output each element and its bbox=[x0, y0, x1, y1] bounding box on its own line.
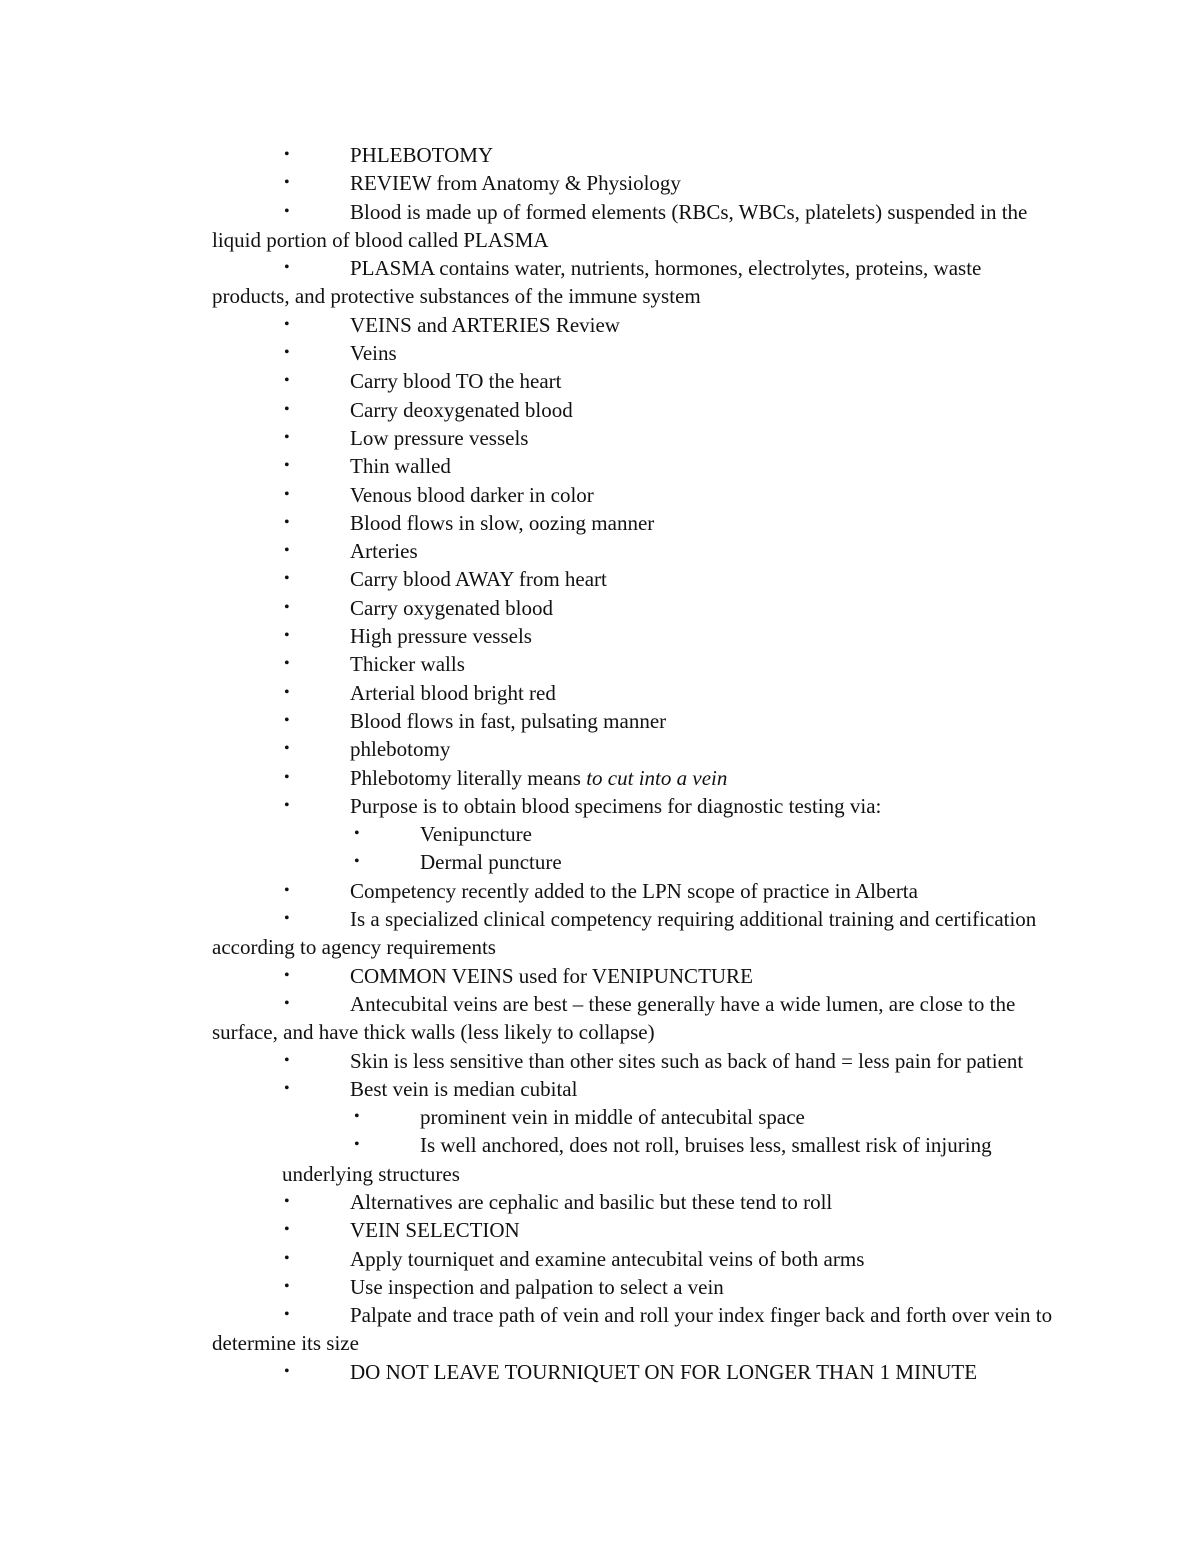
bullet-marker: • bbox=[284, 146, 290, 163]
bullet-marker: • bbox=[284, 598, 290, 616]
list-item bbox=[212, 339, 1062, 367]
list-item bbox=[212, 481, 1062, 509]
item-text: Use inspection and palpation to select a vein bbox=[350, 1274, 724, 1299]
item-text: Dermal puncture bbox=[420, 850, 562, 875]
item-text: Is a specialized clinical competency requiring additional training and certification according to agency requirements bbox=[212, 907, 1037, 960]
item-text: Venipuncture bbox=[420, 822, 532, 847]
list-item bbox=[212, 792, 1062, 820]
item-text: Carry blood AWAY from heart bbox=[350, 567, 607, 592]
list-item bbox=[212, 905, 1062, 962]
list-item bbox=[212, 1273, 1062, 1301]
item-text: REVIEW from Anatomy & Physiology bbox=[350, 171, 681, 196]
list-item bbox=[212, 254, 1062, 311]
item-text: Thin walled bbox=[350, 454, 451, 479]
bullet-marker: • bbox=[284, 627, 290, 645]
sub-list-item bbox=[212, 1103, 1062, 1131]
bullet-marker: • bbox=[284, 1362, 290, 1380]
bullet-marker: • bbox=[284, 570, 290, 588]
item-text: PHLEBOTOMY bbox=[350, 143, 494, 167]
list-item bbox=[212, 735, 1062, 763]
bullet-marker: • bbox=[284, 768, 290, 786]
item-text: Arterial blood bright red bbox=[350, 680, 556, 705]
list-item bbox=[212, 367, 1062, 395]
item-text: Phlebotomy literally means bbox=[350, 765, 587, 790]
list-item bbox=[212, 1301, 1062, 1358]
item-text: prominent vein in middle of antecubital space bbox=[420, 1105, 805, 1130]
bullet-marker: • bbox=[284, 259, 290, 277]
item-text: Blood is made up of formed elements (RBCs, WBCs, platelets) suspended in the liquid portion of blood called PLASMA bbox=[212, 199, 1028, 252]
bullet-marker: • bbox=[284, 202, 290, 220]
list-item bbox=[212, 537, 1062, 565]
list-item bbox=[212, 169, 1062, 197]
list-item bbox=[212, 141, 1062, 169]
item-text: COMMON VEINS used for VENIPUNCTURE bbox=[350, 963, 753, 988]
bullet-marker: • bbox=[284, 711, 290, 729]
item-text: Antecubital veins are best – these generally have a wide lumen, are close to the surface, and have thick walls (less likely to collapse) bbox=[212, 991, 1016, 1045]
item-text: Thicker walls bbox=[350, 652, 465, 677]
list-item bbox=[212, 198, 1062, 255]
list-item bbox=[212, 1075, 1062, 1103]
item-text: Arteries bbox=[350, 539, 418, 564]
bullet-marker: • bbox=[284, 1306, 290, 1324]
item-emphasis: to cut into a vein bbox=[586, 765, 728, 790]
list-item bbox=[212, 424, 1062, 452]
bullet-marker: • bbox=[284, 910, 290, 928]
bullet-marker: • bbox=[284, 344, 290, 362]
list-item bbox=[212, 565, 1062, 593]
list-item bbox=[212, 650, 1062, 678]
item-text: PLASMA contains water, nutrients, hormones, electrolytes, proteins, waste products, and protective substances of the immune system bbox=[212, 256, 982, 309]
list-item bbox=[212, 622, 1062, 650]
item-text: Low pressure vessels bbox=[350, 425, 529, 450]
sub-list-item bbox=[212, 848, 1062, 876]
item-text: Is well anchored, does not roll, bruises less, smallest risk of injuring underlying structures bbox=[282, 1133, 992, 1186]
list-item bbox=[212, 990, 1062, 1047]
bullet-marker: • bbox=[284, 881, 290, 899]
item-text: Blood flows in slow, oozing manner bbox=[350, 510, 655, 535]
item-text: Carry deoxygenated blood bbox=[350, 397, 573, 422]
bullet-marker: • bbox=[284, 655, 290, 673]
bullet-marker: • bbox=[284, 1192, 290, 1210]
item-text: Skin is less sensitive than other sites such as back of hand = less pain for patient bbox=[350, 1048, 1024, 1073]
list-item bbox=[212, 509, 1062, 537]
item-text: Alternatives are cephalic and basilic but these tend to roll bbox=[350, 1189, 833, 1214]
bullet-marker: • bbox=[284, 174, 290, 192]
bullet-marker: • bbox=[354, 1136, 360, 1154]
bullet-marker: • bbox=[284, 372, 290, 390]
item-text: Purpose is to obtain blood specimens for diagnostic testing via: bbox=[350, 793, 882, 818]
item-text: Palpate and trace path of vein and roll your index finger back and forth over vein to determine its size bbox=[212, 1303, 1053, 1356]
bullet-marker: • bbox=[284, 400, 290, 418]
item-text: Carry blood TO the heart bbox=[350, 369, 562, 394]
item-text: Best vein is median cubital bbox=[350, 1076, 578, 1101]
bullet-marker: • bbox=[284, 457, 290, 475]
item-text: Apply tourniquet and examine antecubital veins of both arms bbox=[350, 1246, 865, 1271]
item-text: Carry oxygenated blood bbox=[350, 595, 553, 620]
bullet-marker: • bbox=[284, 1051, 290, 1069]
bullet-marker: • bbox=[284, 1221, 290, 1239]
list-item bbox=[212, 311, 1062, 339]
bullet-marker: • bbox=[284, 1079, 290, 1097]
item-text: DO NOT LEAVE TOURNIQUET ON FOR LONGER THAN 1 MINUTE bbox=[350, 1359, 978, 1384]
bullet-list bbox=[212, 141, 1062, 1386]
list-item bbox=[212, 962, 1062, 990]
list-item bbox=[212, 1245, 1062, 1273]
bullet-marker: • bbox=[284, 994, 290, 1012]
item-text: Blood flows in fast, pulsating manner bbox=[350, 708, 667, 733]
bullet-marker: • bbox=[284, 542, 290, 560]
list-item bbox=[212, 396, 1062, 424]
item-text: VEINS and ARTERIES Review bbox=[350, 312, 620, 337]
item-text: Veins bbox=[350, 341, 397, 366]
list-item bbox=[212, 452, 1062, 480]
bullet-marker: • bbox=[284, 966, 290, 984]
item-text: VEIN SELECTION bbox=[350, 1218, 520, 1243]
list-item bbox=[212, 707, 1062, 735]
bullet-marker: • bbox=[284, 513, 290, 531]
item-text: High pressure vessels bbox=[350, 624, 532, 649]
bullet-marker: • bbox=[284, 315, 290, 333]
list-item bbox=[212, 764, 1062, 792]
bullet-marker: • bbox=[284, 683, 290, 701]
bullet-marker: • bbox=[284, 1277, 290, 1295]
item-text: Competency recently added to the LPN scope of practice in Alberta bbox=[350, 878, 918, 903]
list-item bbox=[212, 877, 1062, 905]
bullet-marker: • bbox=[354, 825, 360, 843]
list-item bbox=[212, 1188, 1062, 1216]
bullet-marker: • bbox=[354, 1108, 360, 1126]
bullet-marker: • bbox=[284, 428, 290, 446]
list-item bbox=[212, 594, 1062, 622]
sub-list-item bbox=[212, 820, 1062, 848]
sub-list-item bbox=[212, 1131, 1062, 1188]
item-text: phlebotomy bbox=[350, 737, 451, 762]
list-item bbox=[212, 1358, 1062, 1386]
bullet-marker: • bbox=[284, 1249, 290, 1267]
list-item bbox=[212, 679, 1062, 707]
item-text: Venous blood darker in color bbox=[350, 482, 594, 507]
bullet-marker: • bbox=[284, 740, 290, 758]
bullet-marker: • bbox=[354, 853, 360, 871]
bullet-marker: • bbox=[284, 796, 290, 814]
bullet-marker: • bbox=[284, 485, 290, 503]
list-item bbox=[212, 1047, 1062, 1075]
list-item bbox=[212, 1216, 1062, 1244]
